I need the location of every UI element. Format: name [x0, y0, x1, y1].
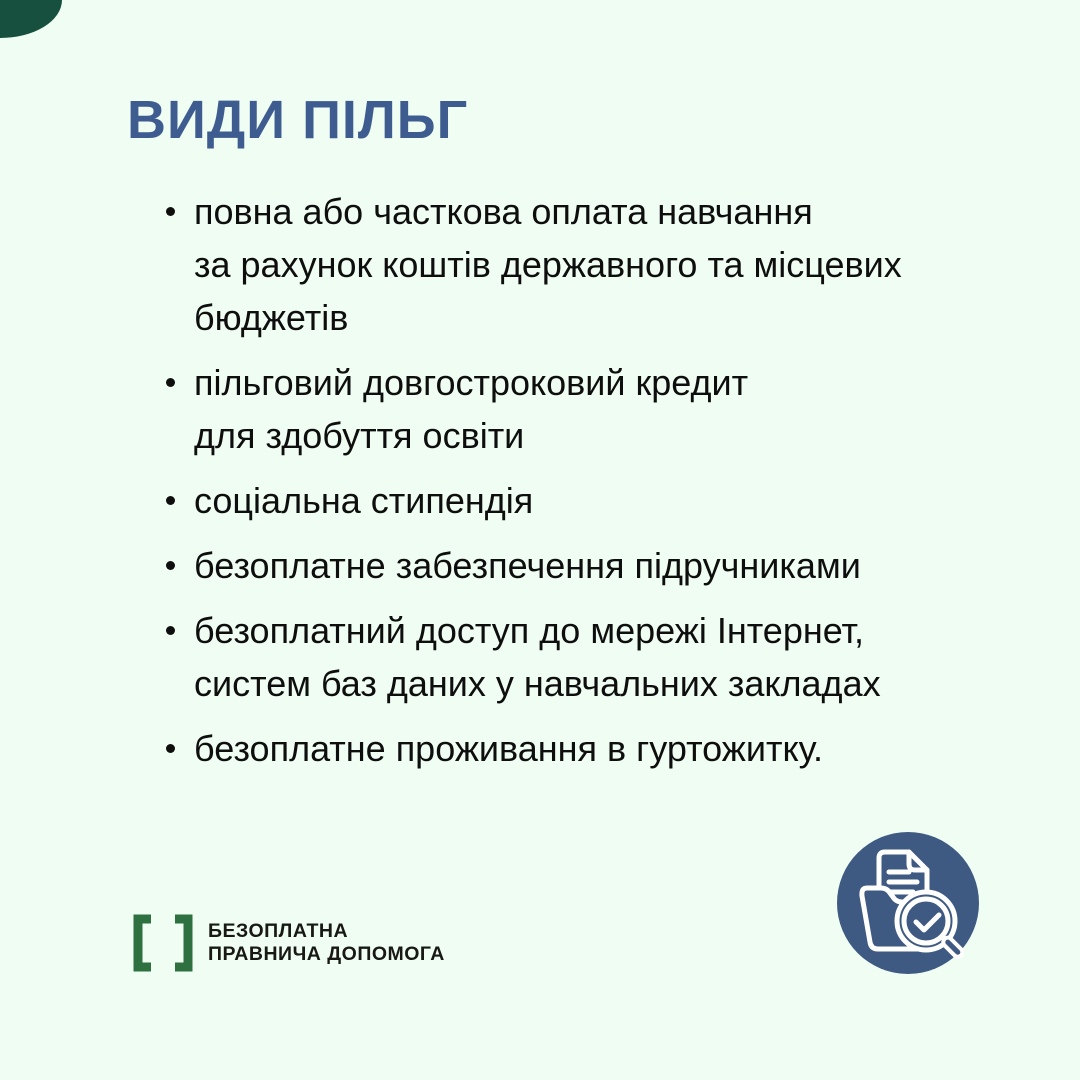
list-item [164, 722, 1004, 775]
list-item-line: безоплатний доступ до мережі Інтернет, [194, 610, 865, 651]
list-item [164, 185, 1004, 344]
benefits-list [164, 185, 1004, 787]
list-item-line: систем баз даних у навчальних закладах [194, 663, 881, 704]
logo-text-line1: БЕЗОПЛАТНА [208, 920, 349, 942]
list-item [164, 474, 1004, 527]
logo-text-line2: ПРАВНИЧА ДОПОМОГА [208, 943, 445, 965]
list-item [164, 539, 1004, 592]
list-item [164, 356, 1004, 462]
bpd-logo [131, 914, 445, 972]
list-item-line: повна або часткова оплата навчання [194, 191, 813, 232]
folder-document-magnifier-check-icon [837, 832, 979, 974]
list-item-line: безоплатне проживання в гуртожитку. [194, 728, 824, 769]
page-title: ВИДИ ПІЛЬГ [127, 90, 469, 150]
list-item-line: за рахунок коштів державного та місцевих [194, 244, 902, 285]
list-item-line: для здобуття освіти [194, 415, 525, 456]
list-item-line: безоплатне забезпечення підручниками [194, 545, 861, 586]
list-item [164, 604, 1004, 710]
list-item-line: соціальна стипендія [194, 480, 534, 521]
corner-accent [0, 0, 62, 38]
logo-text [208, 920, 445, 966]
list-item-line: бюджетів [194, 297, 349, 338]
list-item-line: пільговий довгостроковий кредит [194, 362, 749, 403]
brackets-icon [131, 914, 195, 972]
